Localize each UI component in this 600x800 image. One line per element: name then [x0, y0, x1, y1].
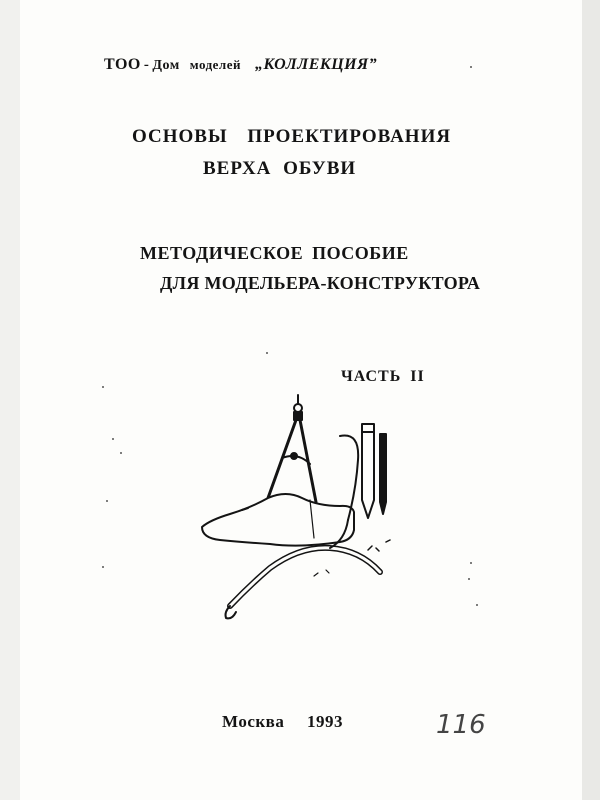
scan-speck [470, 66, 472, 68]
publisher-house-word: Дом [152, 58, 180, 73]
scan-speck [120, 452, 122, 454]
publication-city: Москва [222, 712, 285, 731]
publisher-header: ТОО - Дом моделей „КОЛЛЕКЦИЯ” [104, 56, 378, 73]
scan-speck [102, 386, 104, 388]
pencil-drawing [362, 424, 374, 518]
scan-speck [106, 500, 108, 502]
pen-drawing [380, 434, 386, 514]
shoe-design-tools-illustration [190, 380, 420, 630]
publisher-org-type: ТОО [104, 56, 141, 73]
scan-speck [112, 438, 114, 440]
publisher-models-word: моделей [189, 57, 241, 72]
publication-year: 1993 [307, 712, 343, 731]
part-label: ЧАСТЬ II [341, 368, 425, 385]
shoe-last-drawing [202, 494, 354, 546]
handwritten-page-number: 116 [436, 710, 486, 740]
scan-speck [102, 566, 104, 568]
publisher-name: „КОЛЛЕКЦИЯ” [254, 56, 378, 73]
page-edge [582, 0, 600, 800]
subtitle-line-2: ДЛЯ МОДЕЛЬЕРА-КОНСТРУКТОРА [160, 273, 481, 293]
subtitle-line-1: МЕТОДИЧЕСКОЕ ПОСОБИЕ [140, 243, 409, 263]
scan-speck [476, 604, 478, 606]
scan-speck [468, 578, 470, 580]
compass-drawing [268, 395, 316, 502]
title-line-2: ВЕРХА ОБУВИ [203, 158, 357, 179]
scan-speck [266, 352, 268, 354]
title-line-1: ОСНОВЫ ПРОЕКТИРОВАНИЯ [132, 126, 452, 147]
scan-speck [470, 562, 472, 564]
